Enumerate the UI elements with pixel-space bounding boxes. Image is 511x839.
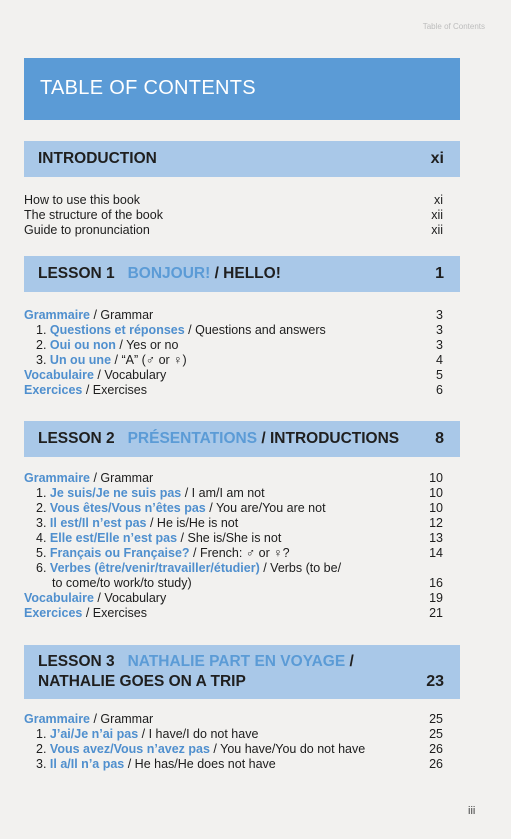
list-item: 3. Un ou une / “A” (♂ or ♀) 4 <box>36 353 443 367</box>
lesson1-page: 1 <box>435 265 444 282</box>
lesson1-list <box>24 308 443 398</box>
list-item: 1. J’ai/Je n’ai pas / I have/I do not have 25 <box>36 727 443 741</box>
list-item: Vocabulaire / Vocabulary 5 <box>24 368 443 382</box>
lesson3-title-line1: LESSON 3 NATHALIE PART EN VOYAGE / <box>38 653 354 670</box>
lesson2-list <box>24 471 443 621</box>
introduction-title: INTRODUCTION <box>38 150 157 167</box>
bleed-through-header: Table of Contents <box>422 22 485 31</box>
list-item: How to use this book xi <box>24 193 443 207</box>
list-item: Exercices / Exercises 6 <box>24 383 443 397</box>
introduction-list <box>24 193 443 238</box>
introduction-header <box>24 141 460 177</box>
list-item: 4. Elle est/Elle n’est pas / She is/She is not 13 <box>36 531 443 545</box>
list-item: 3. Il a/Il n’a pas / He has/He does not have 26 <box>36 757 443 771</box>
list-item: to come/to work/to study) 16 <box>52 576 443 590</box>
lesson1-header <box>24 256 460 292</box>
list-item: 1. Questions et réponses / Questions and answers 3 <box>36 323 443 337</box>
lesson2-header <box>24 421 460 457</box>
list-item: 5. Français ou Française? / French: ♂ or ♀? 14 <box>36 546 443 560</box>
lesson3-title-line2: NATHALIE GOES ON A TRIP <box>38 673 246 690</box>
lesson3-list <box>24 712 443 772</box>
list-item: 6. Verbes (être/venir/travailler/étudier) / Verbs (to be/ <box>36 561 342 575</box>
list-item: The structure of the book xii <box>24 208 443 222</box>
list-item: Grammaire / Grammar 25 <box>24 712 443 726</box>
list-item: 2. Vous avez/Vous n’avez pas / You have/You do not have 26 <box>36 742 443 756</box>
list-item: 1. Je suis/Je ne suis pas / I am/I am not 10 <box>36 486 443 500</box>
introduction-page: xi <box>430 150 444 167</box>
list-item: 2. Vous êtes/Vous n’êtes pas / You are/You are not 10 <box>36 501 443 515</box>
list-item: Grammaire / Grammar 3 <box>24 308 443 322</box>
lesson3-page: 23 <box>426 673 444 690</box>
toc-title: TABLE OF CONTENTS <box>40 77 256 99</box>
list-item: Grammaire / Grammar 10 <box>24 471 443 485</box>
list-item: Guide to pronunciation xii <box>24 223 443 237</box>
list-item: Exercices / Exercises 21 <box>24 606 443 620</box>
lesson1-title: LESSON 1 BONJOUR! / HELLO! <box>38 265 281 282</box>
list-item: Vocabulaire / Vocabulary 19 <box>24 591 443 605</box>
list-item: 2. Oui ou non / Yes or no 3 <box>36 338 443 352</box>
lesson2-title: LESSON 2 PRÉSENTATIONS / INTRODUCTIONS <box>38 430 400 447</box>
toc-title-banner <box>24 58 460 120</box>
page-number: iii <box>468 805 476 817</box>
list-item: 3. Il est/Il n’est pas / He is/He is not 12 <box>36 516 443 530</box>
lesson3-header <box>24 645 460 699</box>
lesson2-page: 8 <box>435 430 444 447</box>
